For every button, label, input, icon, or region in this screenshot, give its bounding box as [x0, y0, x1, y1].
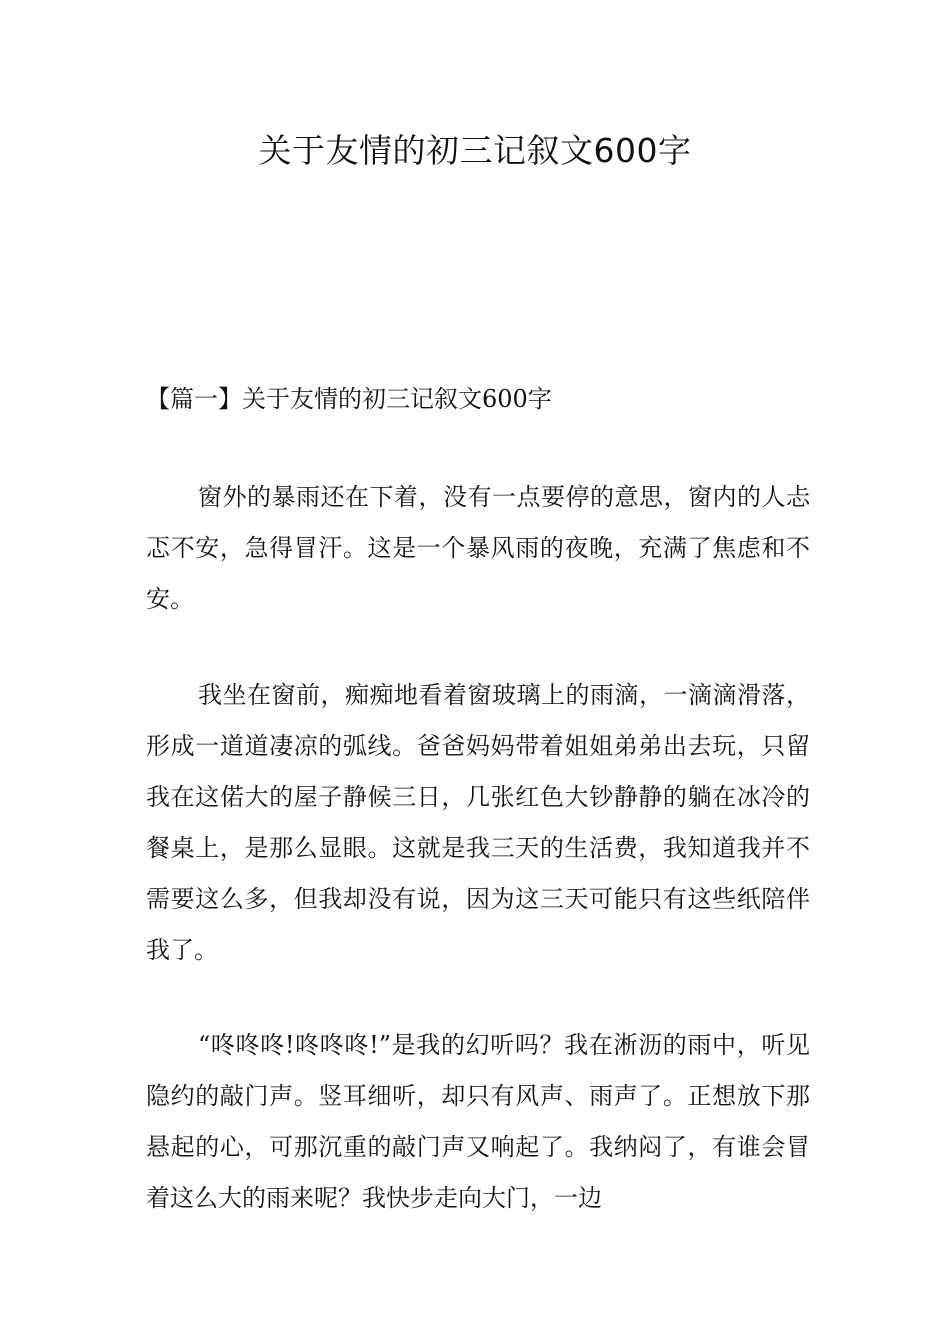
- document-title: 关于友情的初三记叙文600字: [258, 131, 692, 170]
- paragraph-1: 窗外的暴雨还在下着，没有一点要停的意思，窗内的人忐忑不安，急得冒汗。这是一个暴风雨的夜晚，充满了焦虑和不安。: [146, 483, 810, 613]
- section-heading: 【篇一】关于友情的初三记叙文600字: [146, 385, 552, 413]
- paragraph-2: 我坐在窗前，痴痴地看着窗玻璃上的雨滴，一滴滴滑落，形成一道道凄凉的弧线。爸爸妈妈带着姐姐弟弟出去玩，只留我在这偌大的屋子静候三日，几张红色大钞静静的躺在冰冷的餐桌上，是那么显眼。这就是我三天的生活费，我知道我并不需要这么多，但我却没有说，因为这三天可能只有这些纸陪伴我了。: [146, 681, 810, 964]
- paragraph-3: “咚咚咚!咚咚咚!”是我的幻听吗？我在淅沥的雨中，听见隐约的敲门声。竖耳细听，却只有风声、雨声了。正想放下那悬起的心，可那沉重的敲门声又响起了。我纳闷了，有谁会冒着这么大的雨来呢？我快步走向大门，一边: [146, 1031, 810, 1212]
